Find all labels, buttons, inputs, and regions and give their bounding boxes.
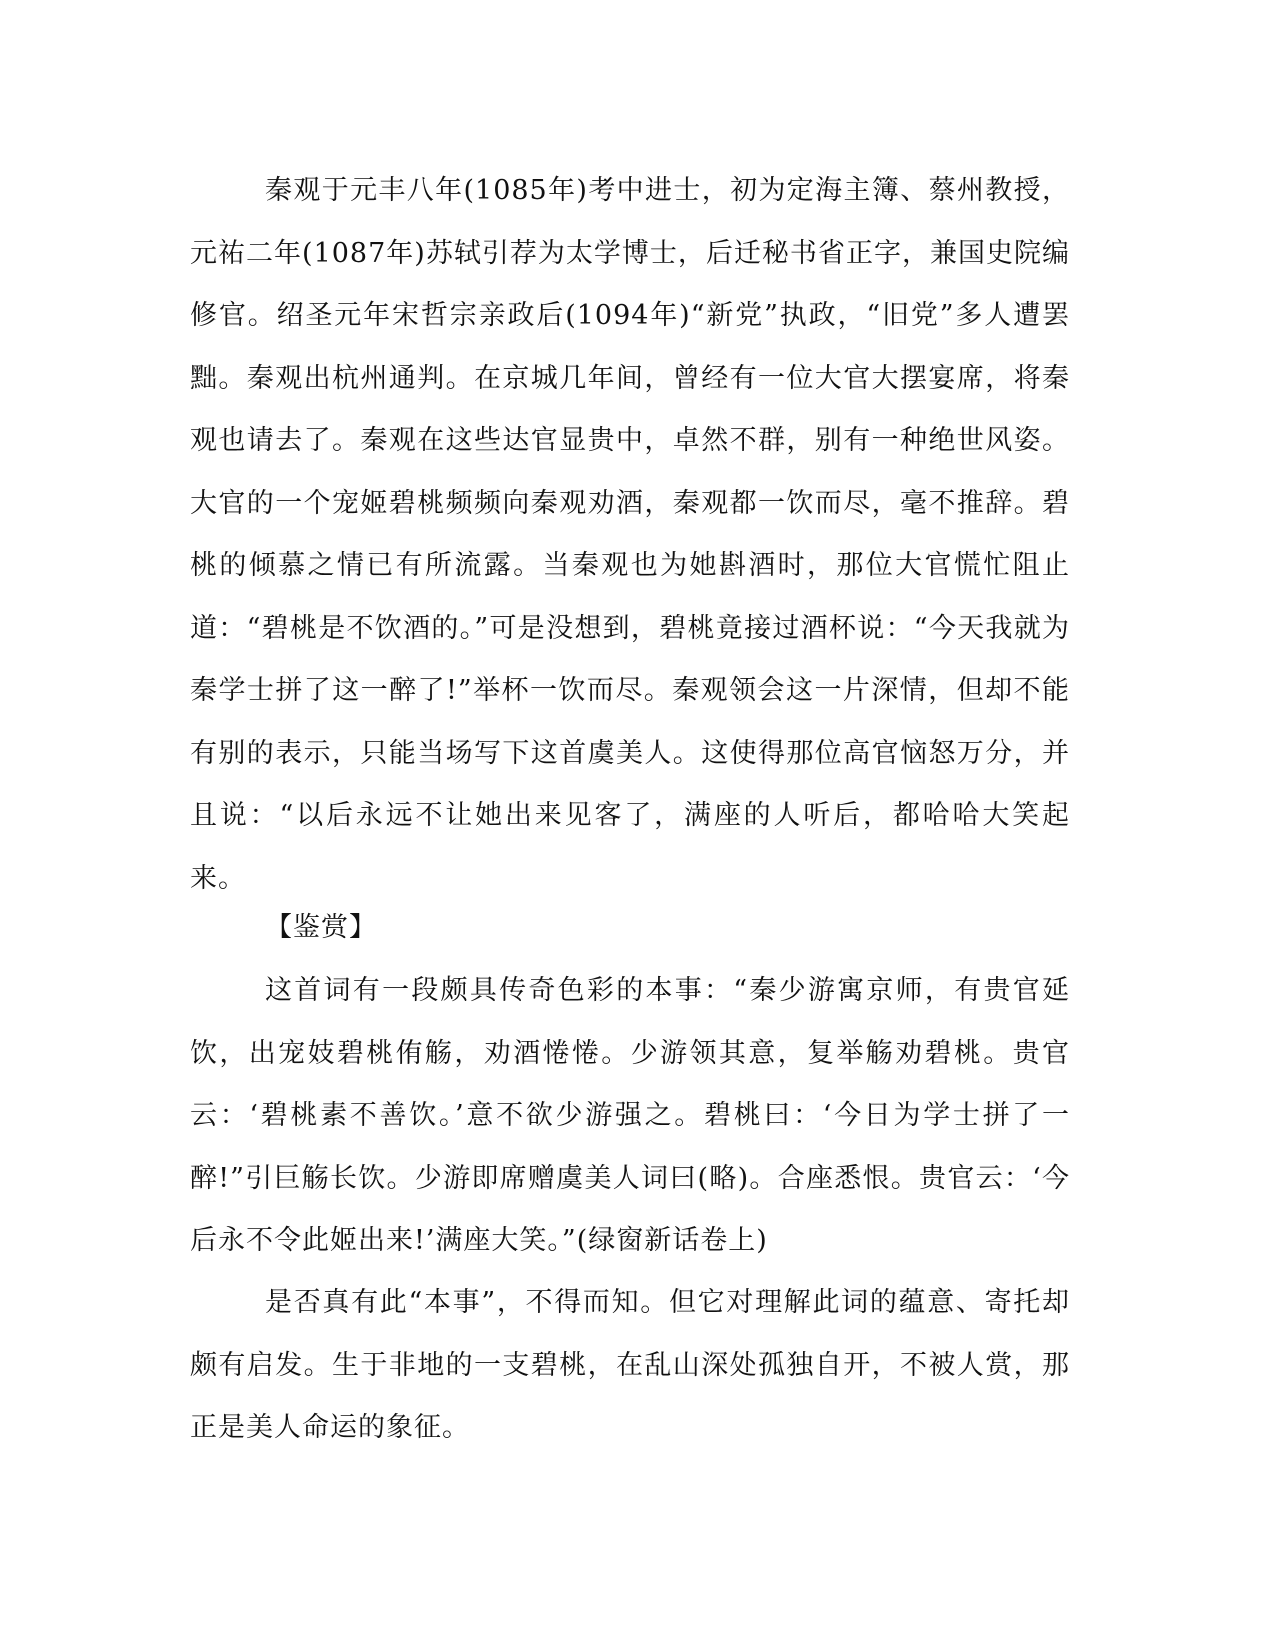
background-paragraph: 秦观于元丰八年(1085年)考中进士，初为定海主簿、蔡州教授，元祐二年(1087年)苏轼引荐为太学博士，后迁秘书省正字，兼国史院编修官。绍圣元年宋哲宗亲政后(1094年)“新党”执政，“旧党”多人遭罢黜。秦观出杭州通判。在京城几年间，曾经有一位大官大摆宴席，将秦观也请去了。秦观在这些达官显贵中，卓然不群，别有一种绝世风姿。大官的一个宠姬碧桃频频向秦观劝酒，秦观都一饮而尽，毫不推辞。碧桃的倾慕之情已有所流露。当秦观也为她斟酒时，那位大官慌忙阻止道：“碧桃是不饮酒的。”可是没想到，碧桃竟接过酒杯说：“今天我就为秦学士拼了这一醉了!”举杯一饮而尽。秦观领会这一片深情，但却不能有别的表示，只能当场写下这首虞美人。这使得那位高官恼怒万分，并且说：“以后永远不让她出来见客了，满座的人听后，都哈哈大笑起来。 bbox=[190, 175, 1070, 894]
appreciation-paragraph: 这首词有一段颇具传奇色彩的本事：“秦少游寓京师，有贵官延饮，出宠妓碧桃侑觞，劝酒惓惓。少游领其意，复举觞劝碧桃。贵官云：‘碧桃素不善饮。’意不欲少游强之。碧桃曰：‘今日为学士拼了一醉!”引巨觞长饮。少游即席赠虞美人词曰(略)。合座悉恨。贵官云：‘今后永不令此姬出来!’满座大笑。”(绿窗新话卷上) bbox=[190, 975, 1070, 1256]
section-heading-appreciation: 【鉴赏】 bbox=[265, 912, 377, 943]
interpretation-paragraph: 是否真有此“本事”，不得而知。但它对理解此词的蕴意、寄托却颇有启发。生于非地的一支碧桃，在乱山深处孤独自开，不被人赏，那正是美人命运的象征。 bbox=[190, 1287, 1070, 1443]
